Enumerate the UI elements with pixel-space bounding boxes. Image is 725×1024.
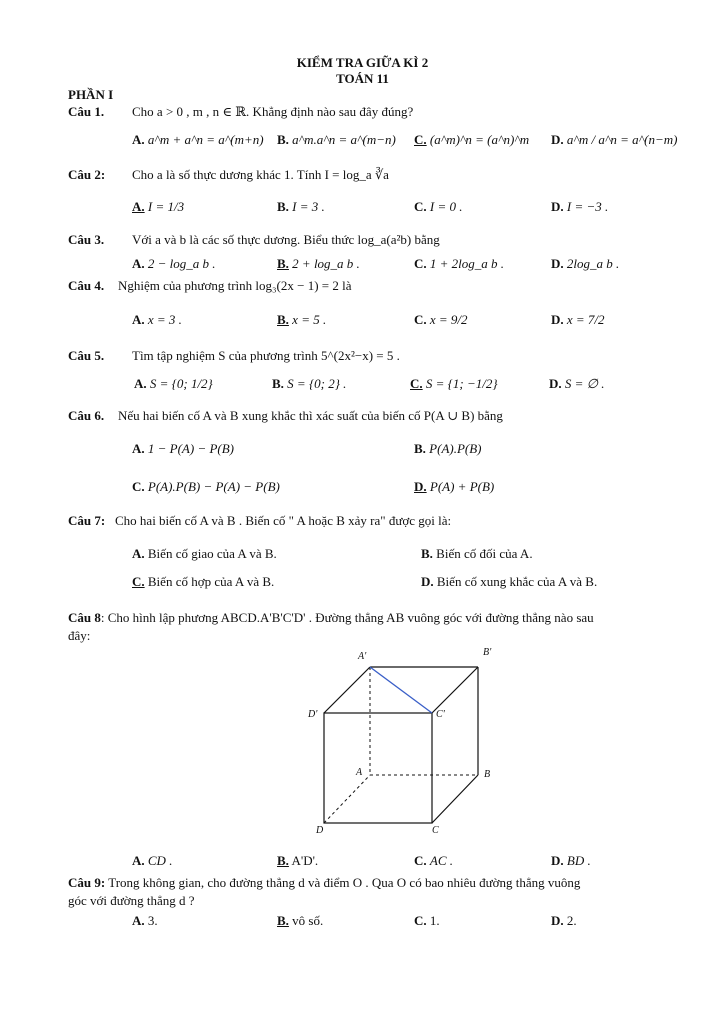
q3-option-b[interactable] (277, 256, 360, 272)
option-letter: B. (277, 913, 289, 928)
vertex-label: C' (436, 709, 445, 720)
vertex-label: B' (483, 647, 492, 658)
q4-option-b[interactable] (277, 312, 326, 328)
q9-option-a[interactable] (132, 913, 158, 929)
option-text: Biến cố giao của A và B. (147, 546, 277, 561)
option-letter: B. (414, 441, 426, 456)
option-letter: B. (277, 132, 289, 147)
q7-option-a[interactable] (132, 546, 277, 562)
option-text: S = ∅ . (564, 376, 605, 391)
q2-label: Câu 2: (68, 167, 106, 182)
q8-stem: : Cho hình lập phương ABCD.A'B'C'D' . Đường thẳng AB vuông góc với đường thẳng nào sau (100, 610, 594, 625)
option-text: Biến cố đối của A. (436, 546, 533, 561)
edge-c1-b1 (432, 667, 478, 713)
q1-stem: Cho a > 0 , m , n ∈ ℝ. Khẳng định nào sau đây đúng? (132, 104, 414, 119)
q5-stem: Tìm tập nghiệm S của phương trình 5^(2x²−x) = 5 . (132, 348, 400, 363)
option-letter: B. (277, 256, 289, 271)
exam-subtitle: TOÁN 11 (336, 71, 389, 86)
q8-label: Câu 8 (68, 610, 101, 625)
option-text: 3. (147, 913, 158, 928)
option-letter: A. (132, 853, 145, 868)
vertex-label: D' (308, 709, 318, 720)
q3-option-d[interactable] (551, 256, 619, 272)
q7-label: Câu 7: (68, 513, 106, 528)
option-letter: D. (551, 312, 564, 327)
q2-stem: Cho a là số thực dương khác 1. Tính I = log_a ∛a (132, 167, 389, 182)
option-letter: C. (410, 376, 423, 391)
option-text: a^m + a^n = a^(m+n) (147, 132, 264, 147)
option-letter: A. (132, 546, 145, 561)
option-letter: C. (414, 913, 427, 928)
q8-option-d[interactable] (551, 853, 591, 869)
option-letter: A. (132, 441, 145, 456)
q9-label: Câu 9: (68, 875, 106, 890)
q5-option-a[interactable] (134, 376, 213, 392)
q1-option-d[interactable] (551, 132, 677, 148)
option-text: BD . (566, 853, 591, 868)
segment-a1-c1 (370, 667, 432, 713)
vertex-label: B (484, 769, 491, 780)
option-text: S = {0; 2} . (287, 376, 347, 391)
q6-stem: Nếu hai biến cố A và B xung khắc thì xác suất của biến cố P(A ∪ B) bằng (118, 408, 503, 423)
option-letter: C. (414, 132, 427, 147)
option-letter: D. (549, 376, 562, 391)
option-letter: B. (421, 546, 433, 561)
cube-drawing (300, 645, 510, 840)
option-text: I = 3 . (292, 199, 325, 214)
q8-option-b[interactable] (277, 853, 318, 869)
option-text: S = {1; −1/2} (425, 376, 498, 391)
option-text: (a^m)^n = (a^n)^m (429, 132, 530, 147)
option-text: 1 + 2log_a b . (429, 256, 505, 271)
option-letter: C. (414, 256, 427, 271)
option-letter: D. (551, 853, 564, 868)
q8-stem-line-2: đây: (68, 628, 91, 643)
option-text: 2 − log_a b . (147, 256, 216, 271)
q8-option-a[interactable] (132, 853, 172, 869)
option-text: Biến cố hợp của A và B. (147, 574, 275, 589)
option-text: P(A).P(B) − P(A) − P(B) (147, 479, 280, 494)
q9-option-b[interactable] (277, 913, 323, 929)
q7-stem: Cho hai biến cố A và B . Biến cố " A hoặc B xảy ra" được gọi là: (115, 513, 452, 528)
option-letter: C. (414, 853, 427, 868)
q1-label: Câu 1. (68, 104, 105, 119)
option-text: a^m.a^n = a^(m−n) (292, 132, 396, 147)
option-text: vô số. (292, 913, 324, 928)
edge-d1-a1 (324, 667, 370, 713)
q2-option-b[interactable] (277, 199, 325, 215)
option-text: I = 1/3 (147, 199, 185, 214)
option-letter: A. (132, 312, 145, 327)
q5-option-c[interactable] (410, 376, 498, 392)
option-text: x = 3 . (147, 312, 182, 327)
q6-option-b[interactable] (414, 441, 482, 457)
edge-c-b (432, 775, 478, 823)
vertex-label: A' (358, 651, 367, 662)
option-letter: D. (551, 199, 564, 214)
q1-option-c[interactable] (414, 132, 529, 148)
option-letter: A. (134, 376, 147, 391)
option-letter: A. (132, 913, 145, 928)
option-letter: D. (551, 132, 564, 147)
option-text: x = 5 . (292, 312, 327, 327)
option-text: 2. (566, 913, 577, 928)
q9-stem-line-2: góc với đường thẳng d ? (68, 893, 195, 908)
q9-option-c[interactable] (414, 913, 440, 929)
option-text: 1 − P(A) − P(B) (147, 441, 235, 456)
option-text: I = −3 . (566, 199, 609, 214)
q6-option-d[interactable] (414, 479, 494, 495)
option-text: x = 7/2 (566, 312, 605, 327)
option-letter: C. (132, 574, 145, 589)
q3-stem: Với a và b là các số thực dương. Biểu thức log_a(a²b) bằng (132, 232, 440, 247)
q6-option-c[interactable] (132, 479, 280, 495)
q9-stem: Trong không gian, cho đường thẳng d và điểm O . Qua O có bao nhiêu đường thẳng vuông (108, 875, 581, 890)
option-letter: A. (132, 256, 145, 271)
option-letter: C. (132, 479, 145, 494)
option-text: x = 9/2 (429, 312, 468, 327)
q5-option-b[interactable] (272, 376, 346, 392)
cube-figure (300, 645, 510, 840)
vertex-label: D (316, 825, 324, 836)
option-text: P(A).P(B) (429, 441, 482, 456)
q3-option-c[interactable] (414, 256, 504, 272)
q7-option-c[interactable] (132, 574, 274, 590)
q4-option-a[interactable] (132, 312, 182, 328)
option-text: P(A) + P(B) (429, 479, 495, 494)
q1-option-b[interactable] (277, 132, 396, 148)
option-text: 2log_a b . (566, 256, 620, 271)
q4-stem: Nghiệm của phương trình log₃(2x − 1) = 2 là (118, 278, 352, 293)
option-letter: C. (414, 312, 427, 327)
q4-option-d[interactable] (551, 312, 605, 328)
edge-d-a-hidden (324, 775, 370, 823)
option-letter: A. (132, 199, 145, 214)
section-label: PHẦN I (68, 87, 114, 102)
q3-option-a[interactable] (132, 256, 216, 272)
q3-label: Câu 3. (68, 232, 105, 247)
option-letter: B. (277, 199, 289, 214)
option-text: 2 + log_a b . (292, 256, 360, 271)
option-text: A'D'. (291, 853, 319, 868)
option-letter: A. (132, 132, 145, 147)
q7-option-d[interactable] (421, 574, 597, 590)
q8-stem-line-1 (68, 610, 594, 626)
q5-option-d[interactable] (549, 376, 605, 392)
option-text: 1. (429, 913, 440, 928)
q1-option-a[interactable] (132, 132, 264, 148)
q6-option-a[interactable] (132, 441, 234, 457)
q7-option-b[interactable] (421, 546, 533, 562)
q2-option-c[interactable] (414, 199, 463, 215)
option-letter: D. (551, 913, 564, 928)
q2-option-d[interactable] (551, 199, 608, 215)
q4-option-c[interactable] (414, 312, 468, 328)
q6-label: Câu 6. (68, 408, 105, 423)
option-letter: D. (421, 574, 434, 589)
q9-option-d[interactable] (551, 913, 577, 929)
option-letter: B. (277, 312, 289, 327)
q9-stem-line-1 (68, 875, 580, 891)
vertex-label: A (356, 767, 363, 778)
front-face (324, 713, 432, 823)
option-text: Biến cố xung khắc của A và B. (436, 574, 598, 589)
option-text: AC . (429, 853, 454, 868)
option-text: CD . (147, 853, 173, 868)
q4-label: Câu 4. (68, 278, 105, 293)
option-letter: B. (272, 376, 284, 391)
q5-label: Câu 5. (68, 348, 105, 363)
option-letter: B. (277, 853, 289, 868)
vertex-label: C (432, 825, 439, 836)
option-text: I = 0 . (429, 199, 463, 214)
q8-option-c[interactable] (414, 853, 453, 869)
option-text: S = {0; 1/2} (149, 376, 213, 391)
q2-option-a[interactable] (132, 199, 184, 215)
option-letter: D. (551, 256, 564, 271)
exam-title: KIỂM TRA GIỮA KÌ 2 (296, 55, 429, 70)
option-letter: D. (414, 479, 427, 494)
option-text: a^m / a^n = a^(n−m) (566, 132, 678, 147)
option-letter: C. (414, 199, 427, 214)
